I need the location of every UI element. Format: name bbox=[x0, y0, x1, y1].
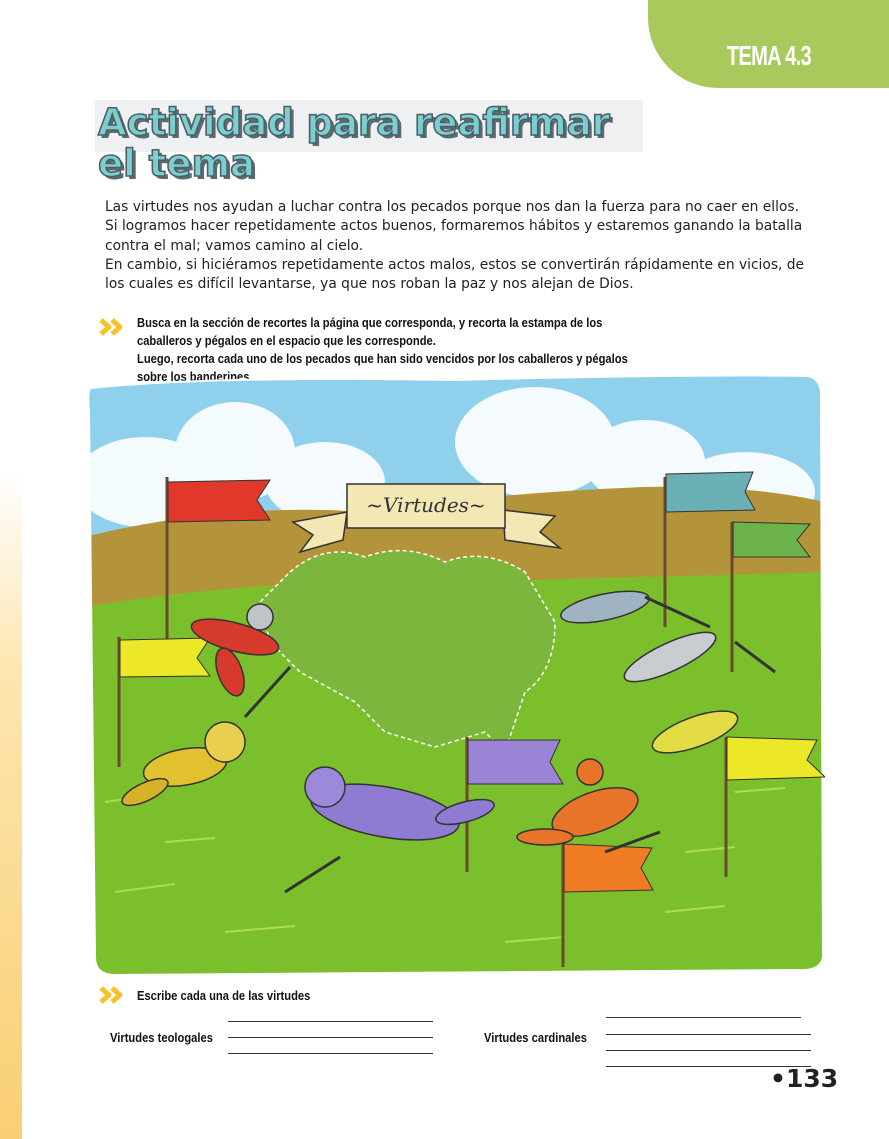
intro-paragraph-2: En cambio, si hiciéramos repetidamente actos malos, estos se convertirán rápidamente en vicios, de los cuales es difícil levantarse, ya que nos roban la paz y nos alejan de Dios. bbox=[105, 256, 805, 293]
answer-line[interactable] bbox=[228, 1053, 433, 1054]
instruction-1: Busca en la sección de recortes la página que corresponda, y recorta la estampa de los caballeros y pégalos en el espacio que les corresponde. bbox=[137, 315, 603, 348]
topic-tab bbox=[648, 0, 889, 88]
intro-text bbox=[105, 198, 805, 294]
answer-line[interactable] bbox=[228, 1021, 433, 1022]
theological-virtues-label: Virtudes teologales bbox=[110, 1030, 213, 1045]
cardinal-virtues-label: Virtudes cardinales bbox=[484, 1030, 587, 1045]
topic-label: TEMA 4.3 bbox=[726, 40, 811, 71]
page-title bbox=[98, 102, 698, 184]
title-line-2: el tema bbox=[98, 142, 255, 185]
knights-battlefield-illustration bbox=[85, 372, 825, 977]
double-chevron-icon bbox=[99, 986, 129, 1004]
answer-line[interactable] bbox=[606, 1017, 801, 1018]
intro-paragraph-1: Las virtudes nos ayudan a luchar contra los pecados porque nos dan la fuerza para no caer en ellos. Si logramos hacer repetidamente actos buenos, formaremos hábitos y estaremos ganando la batalla contra el mal; vamos camino al cielo. bbox=[105, 199, 803, 254]
title-line-1: Actividad para reafirmar bbox=[98, 101, 610, 144]
exercise-prompt: Escribe cada una de las virtudes bbox=[137, 988, 311, 1003]
answer-line[interactable] bbox=[606, 1034, 811, 1035]
page-edge-decoration bbox=[0, 470, 22, 1139]
answer-line[interactable] bbox=[228, 1037, 433, 1038]
double-chevron-icon bbox=[99, 318, 129, 336]
instruction-2: Luego, recorta cada uno de los pecados que han sido vencidos por los caballeros y pégalos sobre los banderines. bbox=[137, 351, 628, 384]
banner-text: ~Virtudes~ bbox=[366, 493, 486, 517]
page-number-value: 133 bbox=[785, 1064, 839, 1093]
answer-line[interactable] bbox=[606, 1050, 811, 1051]
page-number: •133 bbox=[770, 1064, 839, 1093]
